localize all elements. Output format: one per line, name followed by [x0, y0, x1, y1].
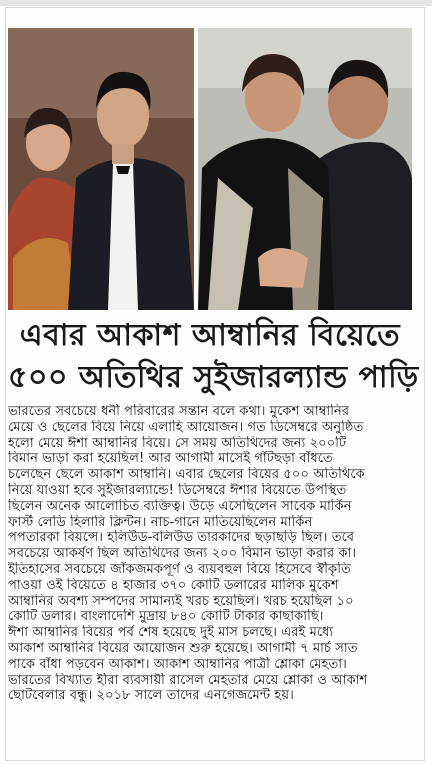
headline-line-2: ৫০০ অতিথির সুইজারল্যান্ড পাড়ি [8, 360, 419, 395]
article-line: ইতিহাসের সবচেয়ে জাঁকজমকপূর্ণ ও ব্যয়বহুল বিয়ে হিসেবে স্বীকৃতি [8, 561, 351, 577]
article-line: ছিলেন অনেক আলোচিত ব্যক্তিত্ব। উড়ে এসেছিলেন সাবেক মার্কিন [8, 498, 352, 514]
article-line: নিয়ে যাওয়া হবে সুইজারল্যান্ডে! ডিসেম্বরে ঈশার বিয়েতে উপস্থিত [8, 482, 347, 498]
article-line: আম্বানির অবশ্য সম্পদের সামান্যই খরচ হয়েছিল। খরচ হয়েছিল ১০ [8, 593, 354, 609]
article-line: ছোটবেলার বন্ধু। ২০১৮ সালে তাদের এনগেজমেন্ট হয়। [8, 688, 294, 704]
article-line: পাকে বাঁধা পড়বেন আকাশ। আকাশ আম্বানির পাত্রী শ্লোকা মেহতা। [8, 656, 347, 672]
headline-line-1: এবার আকাশ আম্বানির বিয়েতে [19, 318, 401, 353]
article-line: চলেছেন ছেলে আকাশ আম্বানি। এবার ছেলের বিয়ের ৫০০ অতিথিকে [8, 467, 365, 483]
article-line: কোটি ডলার। বাংলাদেশি মুদ্রায় ৮৪০ কোটি টাকার কাছাকাছি। [8, 609, 324, 625]
article-line: ঈশা আম্বানির বিয়ের পর্ব শেষ হয়েছে দুই মাস চলছে। এরই মধ্যে [8, 625, 334, 641]
article-line: আকাশ আম্বানির বিয়ের আয়োজন শুরু হয়েছে। আগামী ৭ মার্চ সাত [8, 640, 358, 656]
article-line: বিমান ভাড়া করা হয়েছিল! আর আগামী মাসেই গাঁটছড়া বাঁধতে [8, 451, 333, 467]
article-line: হলো মেয়ে ঈশা আম্বানির বিয়ে। সে সময় অতিথিদের জন্য ২০০টি [8, 435, 347, 451]
article-line: ভারতের বিখ্যাত হীরা ব্যবসায়ী রাসেল মেহতার মেয়ে শ্লোকা ও আকাশ [8, 672, 368, 688]
photo-couple [8, 28, 194, 310]
article-line: পপতারকা বিয়ন্সে। হলিউড-বলিউড তারকাদের ছড়াছড়ি ছিল। তবে [8, 530, 355, 546]
article-line: সবচেয়ে আকর্ষণ ছিল অতিথিদের জন্য ২০০ বিমান ভাড়া করার কা। [8, 546, 357, 562]
top-band [0, 0, 432, 6]
article-line: পাওয়া ওই বিয়েতে ৪ হাজার ৩৭০ কোটি ডলারের মালিক মুকেশ [8, 577, 339, 593]
article-body [8, 404, 412, 704]
article-line: ফার্স্ট লেডি হিলারি ক্লিন্টন। নাচ-গানে মাতিয়েছিলেন মার্কিন [8, 514, 313, 530]
article-line: মেয়ে ও ছেলের বিয়ে নিয়ে এলাহি আয়োজন। গত ডিসেম্বরে অনুষ্ঠিত [8, 419, 364, 435]
article-line: ভারতের সবচেয়ে ধনী পরিবারের সন্তান বলে কথা। মুকেশ আম্বানির [8, 404, 350, 419]
photo-parents [198, 28, 412, 310]
